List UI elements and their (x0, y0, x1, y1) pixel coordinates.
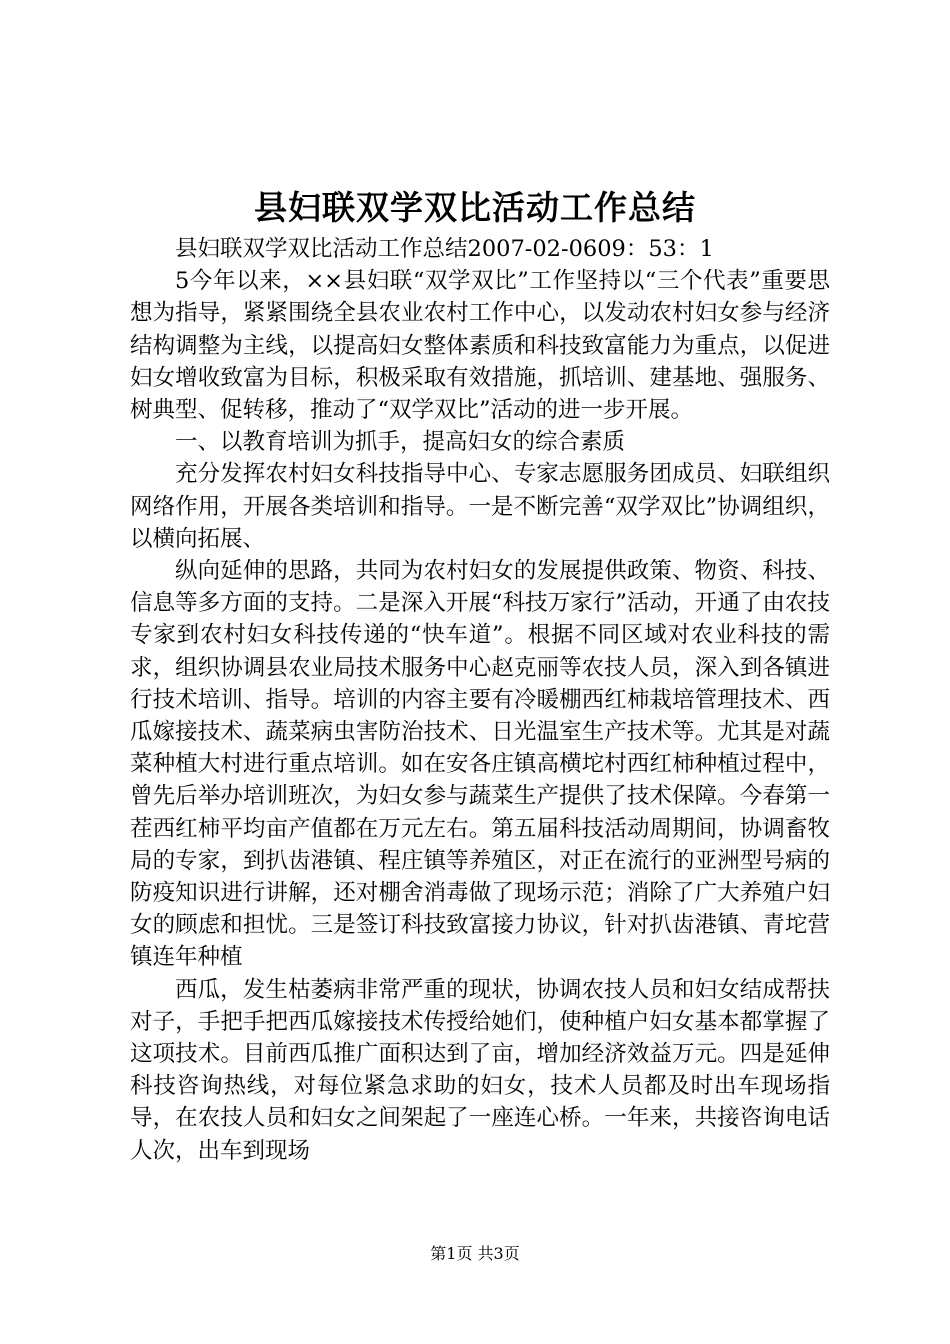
paragraph-header-line: 县妇联双学双比活动工作总结2007-02-0609：53：1 (175, 236, 714, 262)
section-heading-1: 一、以教育培训为抓手，提高妇女的综合素质 (175, 429, 626, 456)
paragraph-training-3: 西瓜，发生枯萎病非常严重的现状，协调农技人员和妇女结成帮扶对子，手把手把西瓜嫁接技术传授给她们，使种植户妇女基本都掌握了这项技术。目前西瓜推广面积达到了亩，增加经济效益万元。四是延伸科技咨询热线，对每位紧急求助的妇女，技术人员都及时出车现场指导，在农技人员和妇女之间架起了一座连心桥。一年来，共接咨询电话人次，出车到现场 (130, 976, 830, 1164)
page-number-footer: 第1页 共3页 (430, 1244, 520, 1263)
paragraph-intro: 5今年以来，××县妇联“双学双比”工作坚持以“三个代表”重要思想为指导，紧紧围绕全县农业农村工作中心，以发动农村妇女参与经济结构调整为主线，以提高妇女整体素质和科技致富能力为重点，以促进妇女增收致富为目标，积极采取有效措施，抓培训、建基地、强服务、树典型、促转移，推动了“双学双比”活动的进一步开展。 (130, 268, 830, 424)
document-body (130, 233, 830, 1167)
paragraph-training-1: 充分发挥农村妇女科技指导中心、专家志愿服务团成员、妇联组织网络作用，开展各类培训和指导。一是不断完善“双学双比”协调组织，以横向拓展、 (130, 461, 830, 552)
document-title: 县妇联双学双比活动工作总结 (254, 188, 696, 227)
paragraph-training-2: 纵向延伸的思路，共同为农村妇女的发展提供政策、物资、科技、信息等多方面的支持。二是深入开展“科技万家行”活动，开通了由农技专家到农村妇女科技传递的“快车道”。根据不同区域对农业科技的需求，组织协调县农业局技术服务中心赵克丽等农技人员，深入到各镇进行技术培训、指导。培训的内容主要有冷暖棚西红柿栽培管理技术、西瓜嫁接技术、蔬菜病虫害防治技术、日光温室生产技术等。尤其是对蔬菜种植大村进行重点培训。如在安各庄镇高横坨村西红柿种植过程中，曾先后举办培训班次，为妇女参与蔬菜生产提供了技术保障。今春第一茬西红柿平均亩产值都在万元左右。第五届科技活动周期间，协调畜牧局的专家，到扒齿港镇、程庄镇等养殖区，对正在流行的亚洲型号病的防疫知识进行讲解，还对棚舍消毒做了现场示范；消除了广大养殖户妇女的顾虑和担忧。三是签订科技致富接力协议，针对扒齿港镇、青坨营镇连年种植 (130, 558, 830, 971)
